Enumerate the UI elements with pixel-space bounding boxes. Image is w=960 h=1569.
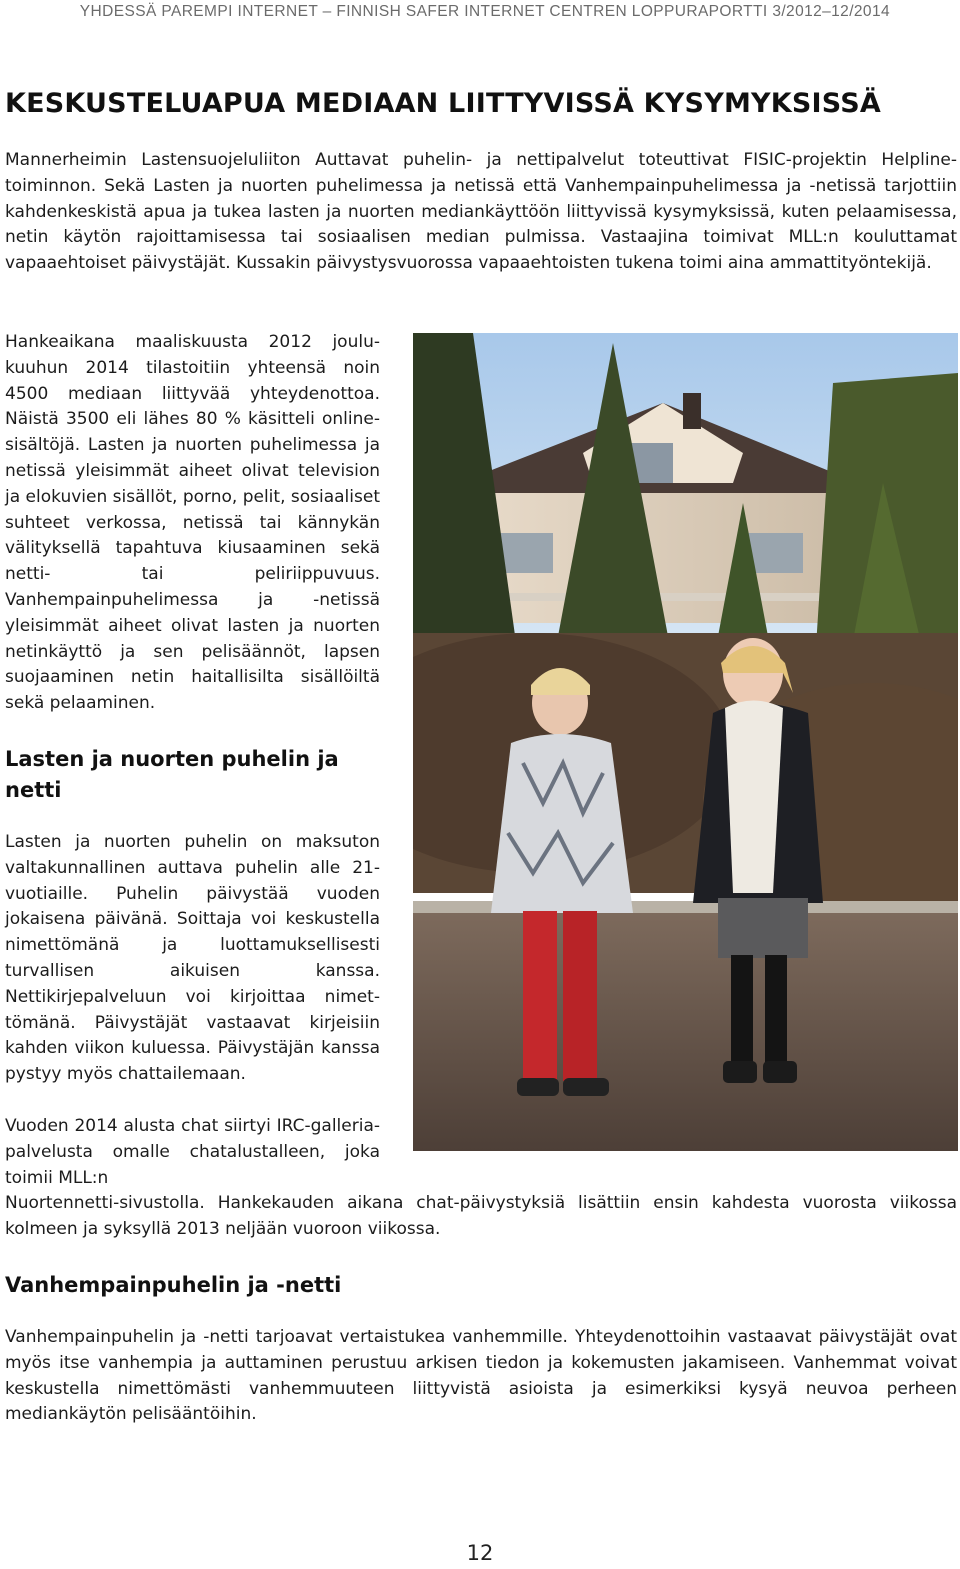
photo-illustration <box>413 333 958 1151</box>
stats-paragraph: Hankeaikana maaliskuusta 2012 joulukuuhun 2014 tilastoitiin yhteensä noin 4500 mediaan liittyvää yhteydenottoa. Näistä 3500 eli lähes 80 % käsitteli online-sisältöjä. Lasten ja nuorten puhelimessa ja netissä yleisimmät aiheet olivat television ja elokuvien sisällöt, porno, pelit, sosiaaliset suhteet verkossa, netissä tai kännykän välityksellä tapahtuva kiusaaminen sekä netti- tai peliriippuvuus. Vanhempainpuhelimessa ja -netissä yleisimmät aiheet olivat lasten ja nuorten netinkäyttö ja sen pelisäännöt, lapsen suojaaminen netin haitallisilta sisällöiltä sekä pelaaminen. <box>5 332 380 714</box>
section-body-vanhempain: Vanhempainpuhelin ja -netti tarjoavat vertaistukea vanhemmille. Yhteydenottoihin vastaavat päivystäjät ovat myös itse vanhempia ja auttaminen perustuu arkisen tiedon ja kokemusten jakamiseen. Vanhemmat voivat keskustella nimettömästi vanhemmuuteen liittyvistä asioista ja esimerkiksi kysyä neuvoa perheen mediankäytön pelisääntöihin. <box>5 1327 957 1425</box>
chat-paragraph-part2: Nuortennetti-sivustolla. Hankekauden aikana chat-päivystyksiä lisättiin ensin kahdesta vuorosta viikossa kolmeen ja syksyllä 2013 neljään vuoroon viikossa. <box>5 1193 957 1239</box>
chat-paragraph-part1: Vuoden 2014 alusta chat siirtyi IRC-galleria-palvelusta omalle chatalustalleen, joka toimii MLL:n <box>5 1116 380 1188</box>
section-heading-lasten: Lasten ja nuorten puhelin ja netti <box>5 747 339 802</box>
article-photo <box>413 333 958 1151</box>
running-header: YHDESSÄ PAREMPI INTERNET – FINNISH SAFER INTERNET CENTREN LOPPURAPORTTI 3/2012–12/2014 <box>79 3 890 20</box>
section-heading-vanhempain: Vanhempainpuhelin ja -netti <box>5 1273 342 1297</box>
section-body-lasten: Lasten ja nuorten puhelin on maksuton valtakunnallinen auttava puhelin alle 21-vuotiaille. Puhelin päivystää vuoden jokaisena päivänä. Soittaja voi keskustella nimettömänä ja luottamuksellisesti turvallisen aikuisen kanssa. Nettikirjepalveluun voi kirjoittaa nimettömänä. Päivystäjät vastaavat kirjeisiin kahden viikon kuluessa. Päivystäjän kanssa pystyy myös chattailemaan. <box>5 832 380 1085</box>
article-title: KESKUSTELUAPUA MEDIAAN LIITTYVISSÄ KYSYMYKSISSÄ <box>5 88 881 119</box>
intro-paragraph: Mannerheimin Lastensuojeluliiton Auttavat puhelin- ja nettipalvelut toteuttivat FISIC-projektin Helpline-toiminnon. Sekä Lasten ja nuorten puhelimessa ja netissä että Vanhempainpuhelimessa ja -netissä tarjottiin kahdenkeskistä apua ja tukea lasten ja nuorten mediankäyttöön liittyvissä kysymyksissä, kuten pelaamisessa, netin käytön rajoittamisessa tai sosiaalisen median pulmissa. Vastaajina toimivat MLL:n kouluttamat vapaaehtoiset päivystäjät. Kussakin päivystysvuorossa vapaaehtoisten tukena toimi aina ammattityöntekijä. <box>5 150 957 274</box>
ground <box>413 913 958 1151</box>
page-number: 12 <box>466 1541 494 1565</box>
